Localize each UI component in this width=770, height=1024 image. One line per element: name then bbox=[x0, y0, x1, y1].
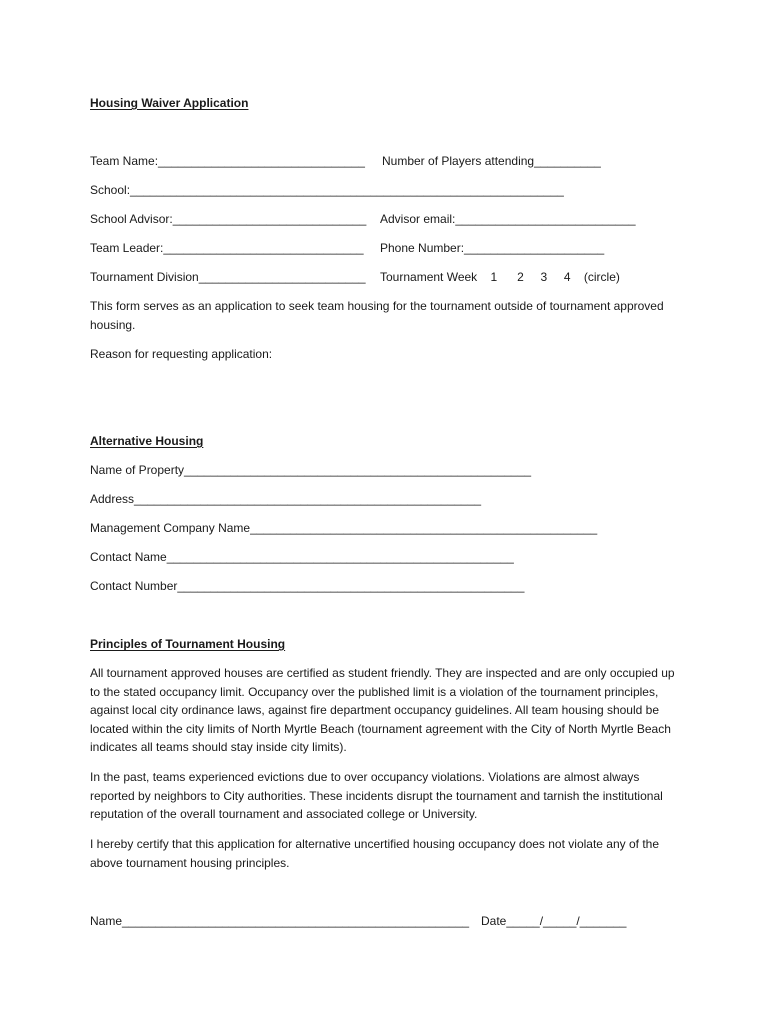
contact-name-field[interactable]: Contact Name____________________________________________________ bbox=[90, 550, 514, 564]
alternative-housing-heading: Alternative Housing bbox=[90, 434, 204, 448]
team-leader-field[interactable]: Team Leader:______________________________ bbox=[90, 241, 364, 255]
principles-paragraph-1: All tournament approved houses are certified as student friendly. They are inspected and are only occupied up to the stated occupancy limit. Occupancy over the published limit is a violation of the tournament principles, against local city ordinance laws, against fire department occupancy guidelines. All team housing should be located within the city limits of North Myrtle Beach (tournament agreement with the City of North Myrtle Beach indicates all teams should stay inside city limits). bbox=[90, 666, 675, 755]
school-field[interactable]: School:_________________________________________________________________ bbox=[90, 183, 564, 197]
tournament-week-field[interactable]: Tournament Week 1 2 3 4 (circle) bbox=[380, 270, 620, 284]
advisor-email-field[interactable]: Advisor email:___________________________ bbox=[380, 212, 636, 226]
signature-date-field[interactable]: Date_____/_____/_______ bbox=[481, 914, 627, 928]
page-title: Housing Waiver Application bbox=[90, 96, 249, 110]
school-advisor-field[interactable]: School Advisor:_____________________________ bbox=[90, 212, 367, 226]
certification-paragraph: I hereby certify that this application for alternative uncertified housing occupancy does not violate any of the above tournament housing principles. bbox=[90, 837, 660, 870]
principles-paragraph-2: In the past, teams experienced evictions due to over occupancy violations. Violations are almost always reported by neighbors to City authorities. These incidents disrupt the tournament and tarnish the institutional reputation of the overall tournament and associated college or University. bbox=[90, 770, 663, 822]
signature-name-field[interactable]: Name____________________________________________________ bbox=[90, 914, 470, 928]
contact-number-field[interactable]: Contact Number____________________________________________________ bbox=[90, 579, 525, 593]
intro-text: This form serves as an application to seek team housing for the tournament outside of tournament approved housing. bbox=[90, 299, 664, 332]
property-name-field[interactable]: Name of Property____________________________________________________ bbox=[90, 463, 532, 477]
tournament-division-field[interactable]: Tournament Division_________________________ bbox=[90, 270, 366, 284]
principles-heading: Principles of Tournament Housing bbox=[90, 637, 286, 651]
reason-label: Reason for requesting application: bbox=[90, 347, 273, 361]
phone-number-field[interactable]: Phone Number:_____________________ bbox=[380, 241, 605, 255]
address-field[interactable]: Address____________________________________________________ bbox=[90, 492, 482, 506]
players-attending-field[interactable]: Number of Players attending__________ bbox=[382, 154, 601, 168]
management-company-field[interactable]: Management Company Name____________________________________________________ bbox=[90, 521, 598, 535]
team-name-field[interactable]: Team Name:_______________________________ bbox=[90, 154, 365, 168]
